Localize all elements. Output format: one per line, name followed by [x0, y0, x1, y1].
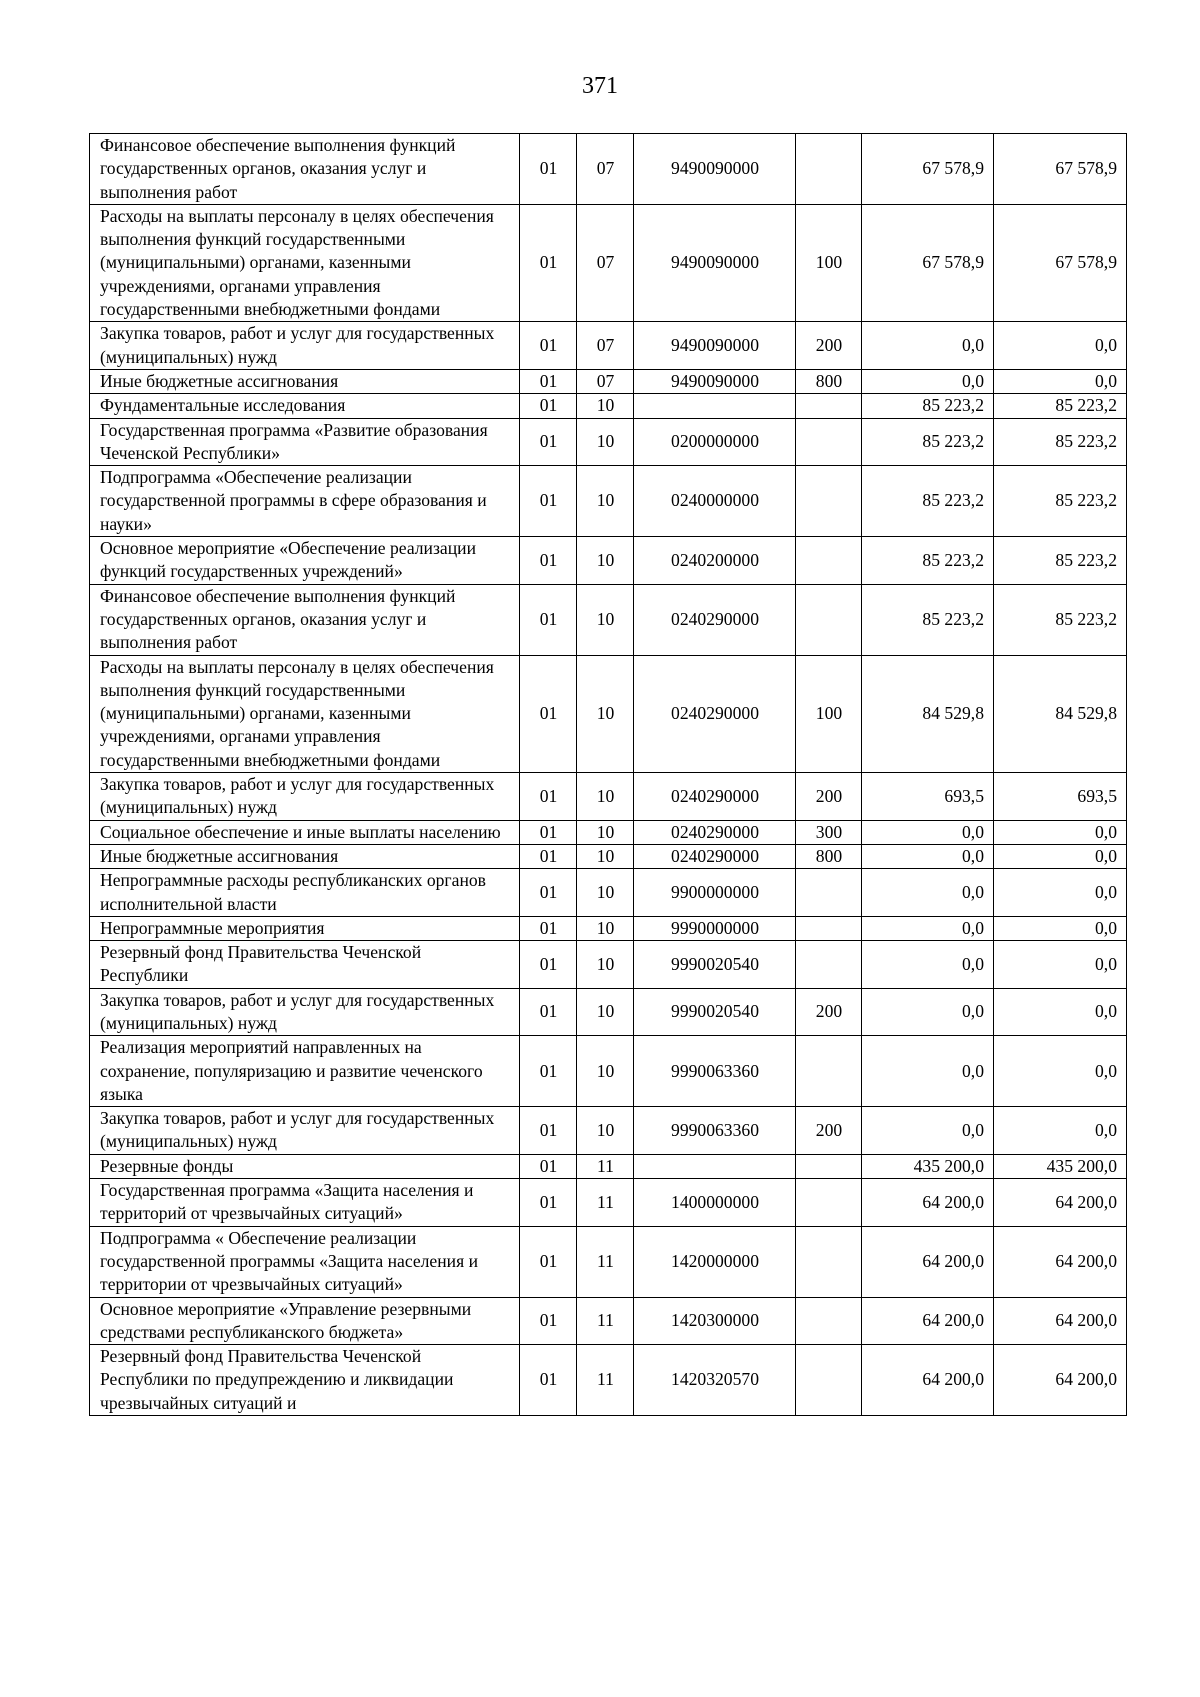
row-subsection: 10 — [577, 418, 634, 466]
row-amount-2: 0,0 — [994, 869, 1127, 917]
row-subsection: 10 — [577, 773, 634, 821]
row-amount-2: 64 200,0 — [994, 1226, 1127, 1297]
row-amount-1: 0,0 — [862, 988, 994, 1036]
row-amount-1: 85 223,2 — [862, 418, 994, 466]
row-amount-2: 85 223,2 — [994, 466, 1127, 537]
row-name: Фундаментальные исследования — [90, 394, 520, 418]
row-name: Реализация мероприятий направленных на сохранение, популяризацию и развитие чеченского языка — [90, 1036, 520, 1107]
row-target-article: 0240290000 — [634, 584, 796, 655]
table-row — [90, 869, 1127, 917]
row-name: Закупка товаров, работ и услуг для государственных (муниципальных) нужд — [90, 773, 520, 821]
row-section: 01 — [520, 869, 577, 917]
row-section: 01 — [520, 466, 577, 537]
row-amount-2: 64 200,0 — [994, 1345, 1127, 1416]
row-amount-1: 0,0 — [862, 869, 994, 917]
table-row — [90, 655, 1127, 772]
row-section: 01 — [520, 204, 577, 321]
row-section: 01 — [520, 844, 577, 868]
row-amount-2: 67 578,9 — [994, 134, 1127, 205]
row-subsection: 10 — [577, 916, 634, 940]
row-amount-2: 64 200,0 — [994, 1297, 1127, 1345]
row-amount-1: 64 200,0 — [862, 1297, 994, 1345]
table-row — [90, 418, 1127, 466]
row-subsection: 07 — [577, 204, 634, 321]
row-amount-2: 0,0 — [994, 916, 1127, 940]
budget-table — [89, 133, 1127, 1416]
row-target-article: 1420320570 — [634, 1345, 796, 1416]
row-amount-2: 0,0 — [994, 1107, 1127, 1155]
row-target-article: 9490090000 — [634, 134, 796, 205]
table-row — [90, 1297, 1127, 1345]
row-section: 01 — [520, 773, 577, 821]
row-section: 01 — [520, 1297, 577, 1345]
row-section: 01 — [520, 584, 577, 655]
row-amount-1: 0,0 — [862, 844, 994, 868]
row-expense-type: 200 — [796, 773, 862, 821]
row-amount-1: 64 200,0 — [862, 1179, 994, 1227]
row-subsection: 10 — [577, 655, 634, 772]
row-name: Финансовое обеспечение выполнения функций государственных органов, оказания услуг и выполнения работ — [90, 134, 520, 205]
row-expense-type: 200 — [796, 322, 862, 370]
row-expense-type — [796, 537, 862, 585]
row-section: 01 — [520, 1154, 577, 1178]
row-name: Резервный фонд Правительства Чеченской Республики — [90, 941, 520, 989]
row-amount-1: 693,5 — [862, 773, 994, 821]
row-expense-type — [796, 1154, 862, 1178]
row-amount-2: 0,0 — [994, 369, 1127, 393]
row-section: 01 — [520, 1107, 577, 1155]
row-subsection: 10 — [577, 988, 634, 1036]
row-amount-2: 0,0 — [994, 988, 1127, 1036]
row-amount-2: 85 223,2 — [994, 394, 1127, 418]
row-target-article: 0240200000 — [634, 537, 796, 585]
row-amount-1: 0,0 — [862, 1107, 994, 1155]
row-subsection: 10 — [577, 394, 634, 418]
row-amount-2: 0,0 — [994, 844, 1127, 868]
row-amount-2: 0,0 — [994, 941, 1127, 989]
row-expense-type — [796, 1297, 862, 1345]
row-section: 01 — [520, 916, 577, 940]
table-row — [90, 466, 1127, 537]
row-target-article: 9990000000 — [634, 916, 796, 940]
row-amount-2: 84 529,8 — [994, 655, 1127, 772]
row-target-article: 9490090000 — [634, 369, 796, 393]
table-row — [90, 1107, 1127, 1155]
row-expense-type: 100 — [796, 655, 862, 772]
row-section: 01 — [520, 394, 577, 418]
row-amount-2: 0,0 — [994, 820, 1127, 844]
row-expense-type — [796, 466, 862, 537]
row-target-article: 0240290000 — [634, 655, 796, 772]
row-target-article: 9490090000 — [634, 322, 796, 370]
row-amount-2: 693,5 — [994, 773, 1127, 821]
row-target-article: 9990020540 — [634, 988, 796, 1036]
row-subsection: 07 — [577, 322, 634, 370]
row-name: Основное мероприятие «Управление резервными средствами республиканского бюджета» — [90, 1297, 520, 1345]
row-subsection: 11 — [577, 1297, 634, 1345]
row-section: 01 — [520, 418, 577, 466]
table-row — [90, 134, 1127, 205]
row-amount-2: 85 223,2 — [994, 418, 1127, 466]
row-amount-2: 85 223,2 — [994, 537, 1127, 585]
row-target-article: 9900000000 — [634, 869, 796, 917]
row-subsection: 11 — [577, 1226, 634, 1297]
row-name: Иные бюджетные ассигнования — [90, 369, 520, 393]
row-amount-1: 0,0 — [862, 369, 994, 393]
row-subsection: 07 — [577, 369, 634, 393]
row-target-article: 0240290000 — [634, 820, 796, 844]
row-target-article: 1400000000 — [634, 1179, 796, 1227]
row-target-article — [634, 394, 796, 418]
row-target-article: 0240000000 — [634, 466, 796, 537]
row-expense-type — [796, 1036, 862, 1107]
row-expense-type — [796, 1345, 862, 1416]
row-name: Подпрограмма «Обеспечение реализации государственной программы в сфере образования и науки» — [90, 466, 520, 537]
row-amount-1: 0,0 — [862, 1036, 994, 1107]
row-name: Иные бюджетные ассигнования — [90, 844, 520, 868]
table-row — [90, 1036, 1127, 1107]
row-name: Непрограммные мероприятия — [90, 916, 520, 940]
row-name: Резервный фонд Правительства Чеченской Республики по предупреждению и ликвидации чрезвычайных ситуаций и — [90, 1345, 520, 1416]
table-row — [90, 322, 1127, 370]
row-section: 01 — [520, 537, 577, 585]
row-subsection: 07 — [577, 134, 634, 205]
row-target-article: 0240290000 — [634, 773, 796, 821]
row-name: Резервные фонды — [90, 1154, 520, 1178]
table-row — [90, 941, 1127, 989]
row-amount-1: 85 223,2 — [862, 394, 994, 418]
row-expense-type — [796, 418, 862, 466]
row-subsection: 10 — [577, 820, 634, 844]
row-section: 01 — [520, 988, 577, 1036]
row-expense-type: 200 — [796, 1107, 862, 1155]
row-section: 01 — [520, 322, 577, 370]
row-subsection: 10 — [577, 1036, 634, 1107]
row-target-article: 9990063360 — [634, 1036, 796, 1107]
table-row — [90, 1154, 1127, 1178]
table-row — [90, 773, 1127, 821]
row-expense-type: 800 — [796, 844, 862, 868]
row-subsection: 10 — [577, 869, 634, 917]
row-subsection: 10 — [577, 584, 634, 655]
row-name: Государственная программа «Защита населения и территорий от чрезвычайных ситуаций» — [90, 1179, 520, 1227]
row-expense-type: 300 — [796, 820, 862, 844]
row-section: 01 — [520, 655, 577, 772]
row-subsection: 10 — [577, 466, 634, 537]
row-target-article — [634, 1154, 796, 1178]
row-expense-type — [796, 134, 862, 205]
row-amount-2: 85 223,2 — [994, 584, 1127, 655]
row-name: Закупка товаров, работ и услуг для государственных (муниципальных) нужд — [90, 1107, 520, 1155]
row-section: 01 — [520, 1345, 577, 1416]
row-name: Финансовое обеспечение выполнения функций государственных органов, оказания услуг и выполнения работ — [90, 584, 520, 655]
row-amount-1: 0,0 — [862, 820, 994, 844]
row-name: Расходы на выплаты персоналу в целях обеспечения выполнения функций государственными (муниципальными) органами, казенными учреждениями, органами управления государственными внебюджетными фондами — [90, 655, 520, 772]
table-row — [90, 820, 1127, 844]
row-amount-1: 435 200,0 — [862, 1154, 994, 1178]
row-section: 01 — [520, 1226, 577, 1297]
row-subsection: 10 — [577, 537, 634, 585]
table-row — [90, 204, 1127, 321]
row-amount-1: 0,0 — [862, 916, 994, 940]
row-amount-1: 0,0 — [862, 941, 994, 989]
row-expense-type — [796, 941, 862, 989]
page-number: 371 — [582, 73, 618, 99]
row-subsection: 10 — [577, 1107, 634, 1155]
row-amount-2: 67 578,9 — [994, 204, 1127, 321]
row-target-article: 1420000000 — [634, 1226, 796, 1297]
row-expense-type: 800 — [796, 369, 862, 393]
row-section: 01 — [520, 820, 577, 844]
table-row — [90, 1226, 1127, 1297]
row-target-article: 9990020540 — [634, 941, 796, 989]
row-name: Государственная программа «Развитие образования Чеченской Республики» — [90, 418, 520, 466]
row-subsection: 10 — [577, 941, 634, 989]
row-target-article: 0240290000 — [634, 844, 796, 868]
row-expense-type — [796, 1226, 862, 1297]
table-row — [90, 988, 1127, 1036]
row-name: Закупка товаров, работ и услуг для государственных (муниципальных) нужд — [90, 988, 520, 1036]
row-name: Расходы на выплаты персоналу в целях обеспечения выполнения функций государственными (муниципальными) органами, казенными учреждениями, органами управления государственными внебюджетными фондами — [90, 204, 520, 321]
row-amount-2: 0,0 — [994, 322, 1127, 370]
row-amount-1: 0,0 — [862, 322, 994, 370]
row-target-article: 9990063360 — [634, 1107, 796, 1155]
table-row — [90, 1179, 1127, 1227]
row-amount-1: 67 578,9 — [862, 134, 994, 205]
row-expense-type — [796, 584, 862, 655]
row-subsection: 11 — [577, 1179, 634, 1227]
row-amount-1: 85 223,2 — [862, 466, 994, 537]
row-subsection: 11 — [577, 1154, 634, 1178]
row-amount-2: 435 200,0 — [994, 1154, 1127, 1178]
row-section: 01 — [520, 369, 577, 393]
row-expense-type — [796, 394, 862, 418]
budget-table-body — [90, 134, 1127, 1416]
row-amount-1: 64 200,0 — [862, 1226, 994, 1297]
row-amount-1: 64 200,0 — [862, 1345, 994, 1416]
row-amount-1: 67 578,9 — [862, 204, 994, 321]
row-section: 01 — [520, 1036, 577, 1107]
row-name: Основное мероприятие «Обеспечение реализации функций государственных учреждений» — [90, 537, 520, 585]
table-row — [90, 537, 1127, 585]
row-subsection: 11 — [577, 1345, 634, 1416]
row-expense-type — [796, 869, 862, 917]
row-expense-type: 100 — [796, 204, 862, 321]
table-row — [90, 844, 1127, 868]
row-amount-2: 0,0 — [994, 1036, 1127, 1107]
row-name: Подпрограмма « Обеспечение реализации государственной программы «Защита населения и территории от чрезвычайных ситуаций» — [90, 1226, 520, 1297]
row-amount-1: 85 223,2 — [862, 584, 994, 655]
row-expense-type — [796, 1179, 862, 1227]
row-subsection: 10 — [577, 844, 634, 868]
table-row — [90, 584, 1127, 655]
row-amount-1: 85 223,2 — [862, 537, 994, 585]
row-amount-1: 84 529,8 — [862, 655, 994, 772]
row-name: Закупка товаров, работ и услуг для государственных (муниципальных) нужд — [90, 322, 520, 370]
row-expense-type — [796, 916, 862, 940]
row-target-article: 9490090000 — [634, 204, 796, 321]
row-section: 01 — [520, 134, 577, 205]
row-target-article: 1420300000 — [634, 1297, 796, 1345]
row-amount-2: 64 200,0 — [994, 1179, 1127, 1227]
row-target-article: 0200000000 — [634, 418, 796, 466]
table-row — [90, 1345, 1127, 1416]
table-row — [90, 369, 1127, 393]
row-expense-type: 200 — [796, 988, 862, 1036]
row-name: Непрограммные расходы республиканских органов исполнительной власти — [90, 869, 520, 917]
table-row — [90, 916, 1127, 940]
table-row — [90, 394, 1127, 418]
row-section: 01 — [520, 1179, 577, 1227]
row-name: Социальное обеспечение и иные выплаты населению — [90, 820, 520, 844]
row-section: 01 — [520, 941, 577, 989]
